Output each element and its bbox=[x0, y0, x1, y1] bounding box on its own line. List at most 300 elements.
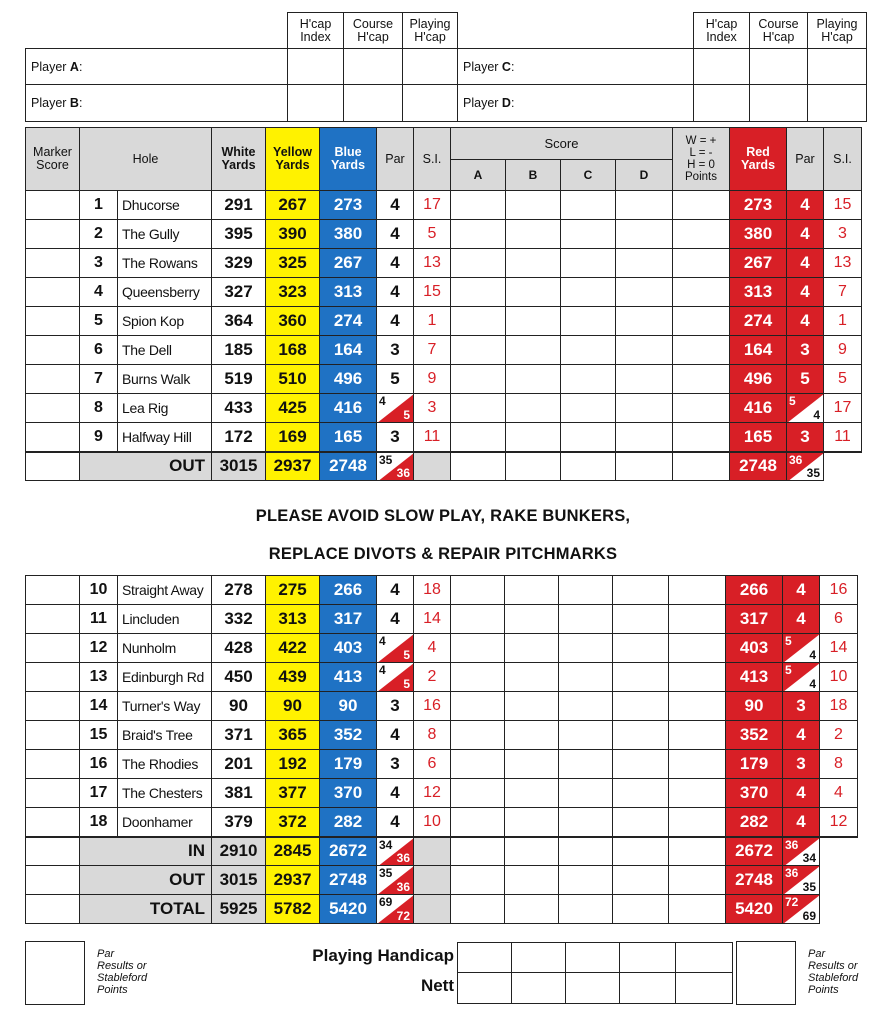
playing-handicap-label: Playing Handicap bbox=[312, 946, 454, 965]
score-cell-b[interactable] bbox=[505, 278, 560, 307]
score-cell-a[interactable] bbox=[451, 220, 506, 249]
stroke-index: 4 bbox=[414, 634, 451, 663]
par-split bbox=[377, 394, 414, 423]
total-points-cell[interactable] bbox=[669, 866, 726, 895]
blue-yards: 273 bbox=[320, 191, 377, 220]
points-cell[interactable] bbox=[673, 220, 730, 249]
red-par-split bbox=[787, 394, 824, 423]
score-cell-d[interactable] bbox=[615, 220, 672, 249]
handicap-entry-cell[interactable] bbox=[693, 48, 750, 85]
score-cell-a[interactable] bbox=[451, 394, 506, 423]
total-si-blank[interactable] bbox=[414, 866, 451, 895]
total-row-in bbox=[26, 837, 858, 866]
score-cell-b[interactable] bbox=[505, 634, 559, 663]
out-blue: 2748 bbox=[320, 452, 377, 481]
score-cell-d[interactable] bbox=[615, 336, 672, 365]
header-red-yards-line: Red bbox=[746, 145, 770, 159]
par-top-value: 36 bbox=[785, 866, 799, 880]
yellow-yards: 325 bbox=[266, 249, 320, 278]
red-stroke-index: 12 bbox=[820, 808, 858, 837]
footer-entry-cell[interactable] bbox=[511, 942, 566, 973]
score-cell-b[interactable] bbox=[505, 692, 559, 721]
marker-score-cell[interactable] bbox=[26, 365, 80, 394]
marker-score-cell[interactable] bbox=[26, 692, 80, 721]
score-cell-d[interactable] bbox=[613, 634, 669, 663]
handicap-header-right-0 bbox=[693, 12, 750, 49]
player-letter: C bbox=[501, 59, 511, 74]
score-cell-d[interactable] bbox=[615, 365, 672, 394]
score-cell-b[interactable] bbox=[505, 307, 560, 336]
stroke-index: 12 bbox=[414, 779, 451, 808]
footer-entry-cell[interactable] bbox=[565, 972, 620, 1004]
hole-name: Halfway Hill bbox=[118, 423, 212, 452]
red-yards: 416 bbox=[730, 394, 787, 423]
score-cell-c[interactable] bbox=[559, 634, 613, 663]
red-yards: 380 bbox=[730, 220, 787, 249]
score-cell-c[interactable] bbox=[560, 394, 615, 423]
blue-yards: 380 bbox=[320, 220, 377, 249]
handicap-header-left-0 bbox=[287, 12, 344, 49]
score-cell-d[interactable] bbox=[613, 663, 669, 692]
white-yards: 90 bbox=[212, 692, 266, 721]
par: 4 bbox=[377, 220, 414, 249]
player-b-label[interactable] bbox=[25, 84, 288, 122]
red-par: 4 bbox=[787, 307, 824, 336]
stroke-index: 18 bbox=[414, 576, 451, 605]
total-label: OUT bbox=[80, 866, 212, 895]
par-top-value: 35 bbox=[379, 866, 393, 880]
player-a-label[interactable] bbox=[25, 48, 288, 85]
score-cell-c[interactable] bbox=[560, 220, 615, 249]
white-yards: 278 bbox=[212, 576, 266, 605]
score-cell-d[interactable] bbox=[615, 394, 672, 423]
marker-score-cell[interactable] bbox=[26, 249, 80, 278]
points-cell[interactable] bbox=[673, 365, 730, 394]
header-red-yards bbox=[730, 128, 787, 191]
white-yards: 371 bbox=[212, 721, 266, 750]
marker-score-cell[interactable] bbox=[26, 423, 80, 452]
handicap-entry-cell[interactable] bbox=[402, 84, 458, 122]
hole-number: 9 bbox=[80, 423, 118, 452]
par: 3 bbox=[377, 750, 414, 779]
yellow-yards: 90 bbox=[266, 692, 320, 721]
footer-entry-cell[interactable] bbox=[565, 942, 620, 973]
red-stroke-index: 1 bbox=[824, 307, 862, 336]
red-stroke-index: 14 bbox=[820, 634, 858, 663]
score-cell-a[interactable] bbox=[451, 634, 505, 663]
blue-yards: 352 bbox=[320, 721, 377, 750]
total-score-cell[interactable] bbox=[613, 895, 669, 924]
legend-text-right: Par Results or Stableford Points bbox=[808, 948, 859, 996]
points-cell[interactable] bbox=[673, 278, 730, 307]
red-par: 4 bbox=[787, 249, 824, 278]
points-cell[interactable] bbox=[669, 779, 726, 808]
red-stroke-index: 10 bbox=[820, 663, 858, 692]
score-cell-c[interactable] bbox=[560, 191, 615, 220]
points-cell[interactable] bbox=[669, 692, 726, 721]
header-marker-score-line: Score bbox=[36, 158, 69, 172]
hole-row bbox=[26, 191, 862, 220]
par-top-value: 34 bbox=[379, 837, 393, 852]
red-stroke-index: 7 bbox=[824, 278, 862, 307]
red-yards: 282 bbox=[726, 808, 783, 837]
total-points-cell[interactable] bbox=[669, 837, 726, 866]
total-score-cell[interactable] bbox=[559, 866, 613, 895]
points-cell[interactable] bbox=[673, 336, 730, 365]
marker-score-cell[interactable] bbox=[26, 634, 80, 663]
score-cell-a[interactable] bbox=[451, 365, 506, 394]
score-cell-c[interactable] bbox=[559, 576, 613, 605]
score-cell-c[interactable] bbox=[559, 663, 613, 692]
hole-number: 13 bbox=[80, 663, 118, 692]
red-par-split bbox=[783, 634, 820, 663]
white-yards: 450 bbox=[212, 663, 266, 692]
red-par: 4 bbox=[787, 278, 824, 307]
handicap-entry-cell[interactable] bbox=[807, 84, 867, 122]
score-cell-c[interactable] bbox=[560, 365, 615, 394]
marker-score-cell[interactable] bbox=[26, 721, 80, 750]
par-top-value: 36 bbox=[785, 837, 799, 852]
handicap-entry-cell[interactable] bbox=[287, 84, 344, 122]
out-yellow: 2937 bbox=[266, 452, 320, 481]
score-cell-b[interactable] bbox=[505, 663, 559, 692]
par-bottom-value: 72 bbox=[396, 909, 410, 923]
handicap-entry-cell[interactable] bbox=[749, 48, 808, 85]
score-cell-b[interactable] bbox=[505, 808, 559, 837]
hole-name: Lincluden bbox=[118, 605, 212, 634]
header-score bbox=[451, 128, 673, 191]
marker-score-cell[interactable] bbox=[26, 837, 80, 866]
blue-yards: 403 bbox=[320, 634, 377, 663]
blue-yards: 267 bbox=[320, 249, 377, 278]
white-yards: 329 bbox=[212, 249, 266, 278]
blue-yards: 282 bbox=[320, 808, 377, 837]
white-yards: 433 bbox=[212, 394, 266, 423]
hole-row bbox=[26, 750, 858, 779]
score-cell-c[interactable] bbox=[559, 605, 613, 634]
marker-score-cell[interactable] bbox=[26, 605, 80, 634]
score-cell-d[interactable] bbox=[613, 576, 669, 605]
score-cell-a[interactable] bbox=[451, 249, 506, 278]
white-yards: 395 bbox=[212, 220, 266, 249]
hole-name: Queensberry bbox=[118, 278, 212, 307]
score-cell-c[interactable] bbox=[560, 336, 615, 365]
par-bottom-value: 4 bbox=[809, 648, 816, 662]
red-yards: 496 bbox=[730, 365, 787, 394]
points-cell[interactable] bbox=[673, 249, 730, 278]
handicap-entry-cell[interactable] bbox=[287, 48, 344, 85]
score-cell-c[interactable] bbox=[559, 808, 613, 837]
score-cell-c[interactable] bbox=[559, 750, 613, 779]
score-cell-a[interactable] bbox=[451, 278, 506, 307]
score-cell-b[interactable] bbox=[505, 220, 560, 249]
footer-entry-cell[interactable] bbox=[511, 972, 566, 1004]
points-cell[interactable] bbox=[669, 750, 726, 779]
total-score-cell[interactable] bbox=[505, 895, 559, 924]
out-si-blank[interactable] bbox=[414, 452, 451, 481]
total-white: 3015 bbox=[212, 866, 266, 895]
out-white: 3015 bbox=[212, 452, 266, 481]
score-cell-c[interactable] bbox=[559, 692, 613, 721]
header-white-yards bbox=[212, 128, 266, 191]
footer-entry-cell[interactable] bbox=[457, 942, 512, 973]
score-cell-b[interactable] bbox=[505, 365, 560, 394]
total-score-cell[interactable] bbox=[505, 837, 559, 866]
score-cell-a[interactable] bbox=[451, 576, 505, 605]
total-blank bbox=[820, 866, 858, 895]
score-cell-d[interactable] bbox=[613, 605, 669, 634]
score-cell-a[interactable] bbox=[451, 423, 506, 452]
par: 4 bbox=[377, 278, 414, 307]
points-cell[interactable] bbox=[669, 576, 726, 605]
stroke-index: 5 bbox=[414, 220, 451, 249]
header-blue-yards bbox=[320, 128, 377, 191]
hole-name: Braid's Tree bbox=[118, 721, 212, 750]
red-stroke-index: 2 bbox=[820, 721, 858, 750]
out-points-cell[interactable] bbox=[673, 452, 730, 481]
score-cell-a[interactable] bbox=[451, 191, 506, 220]
score-cell-a[interactable] bbox=[451, 692, 505, 721]
marker-score-cell[interactable] bbox=[26, 866, 80, 895]
points-cell[interactable] bbox=[673, 307, 730, 336]
points-cell[interactable] bbox=[669, 634, 726, 663]
total-score-cell[interactable] bbox=[613, 866, 669, 895]
out-score-cell[interactable] bbox=[451, 452, 506, 481]
score-cell-d[interactable] bbox=[613, 779, 669, 808]
player-d-label[interactable] bbox=[457, 84, 694, 122]
yellow-yards: 439 bbox=[266, 663, 320, 692]
score-cell-d[interactable] bbox=[613, 721, 669, 750]
marker-score-cell[interactable] bbox=[26, 220, 80, 249]
score-cell-c[interactable] bbox=[559, 721, 613, 750]
marker-score-cell[interactable] bbox=[26, 750, 80, 779]
score-cell-d[interactable] bbox=[613, 750, 669, 779]
points-cell[interactable] bbox=[673, 191, 730, 220]
red-par: 3 bbox=[787, 336, 824, 365]
score-cell-b[interactable] bbox=[505, 779, 559, 808]
score-cell-b[interactable] bbox=[505, 750, 559, 779]
footer-entry-cell[interactable] bbox=[675, 972, 733, 1004]
points-cell[interactable] bbox=[669, 605, 726, 634]
total-yellow: 2845 bbox=[266, 837, 320, 866]
par-bottom-value: 4 bbox=[813, 408, 820, 422]
score-cell-a[interactable] bbox=[451, 750, 505, 779]
score-cell-d[interactable] bbox=[615, 191, 672, 220]
player-c-label[interactable] bbox=[457, 48, 694, 85]
points-cell[interactable] bbox=[673, 394, 730, 423]
hole-name: Dhucorse bbox=[118, 191, 212, 220]
par-bottom-value: 5 bbox=[403, 648, 410, 662]
marker-score-cell[interactable] bbox=[26, 191, 80, 220]
hole-row bbox=[26, 307, 862, 336]
total-points-cell[interactable] bbox=[669, 895, 726, 924]
handicap-entry-cell[interactable] bbox=[343, 48, 403, 85]
legend-box-left[interactable] bbox=[25, 941, 85, 1005]
blue-yards: 496 bbox=[320, 365, 377, 394]
header-yellow-yards-line: Yards bbox=[275, 158, 310, 172]
total-red: 2748 bbox=[726, 866, 783, 895]
red-stroke-index: 6 bbox=[820, 605, 858, 634]
handicap-entry-cell[interactable] bbox=[693, 84, 750, 122]
marker-score-cell[interactable] bbox=[26, 452, 80, 481]
score-cell-d[interactable] bbox=[615, 307, 672, 336]
out-score-cell[interactable] bbox=[615, 452, 672, 481]
score-cell-b[interactable] bbox=[505, 249, 560, 278]
par-bottom-value: 5 bbox=[403, 677, 410, 691]
marker-score-cell[interactable] bbox=[26, 779, 80, 808]
header-red-par: Par bbox=[787, 128, 824, 191]
score-cell-a[interactable] bbox=[451, 336, 506, 365]
score-cell-b[interactable] bbox=[505, 394, 560, 423]
score-cell-a[interactable] bbox=[451, 307, 506, 336]
total-si-blank[interactable] bbox=[414, 837, 451, 866]
par-bottom-value: 36 bbox=[396, 880, 410, 894]
out-score-cell[interactable] bbox=[505, 452, 560, 481]
score-cell-d[interactable] bbox=[615, 249, 672, 278]
player-prefix: Player bbox=[31, 59, 70, 74]
out-score-cell[interactable] bbox=[560, 452, 615, 481]
yellow-yards: 390 bbox=[266, 220, 320, 249]
par: 4 bbox=[377, 576, 414, 605]
hole-row bbox=[26, 605, 858, 634]
stroke-index: 16 bbox=[414, 692, 451, 721]
points-cell[interactable] bbox=[673, 423, 730, 452]
par-top-value: 69 bbox=[379, 895, 393, 909]
total-red: 2672 bbox=[726, 837, 783, 866]
score-cell-a[interactable] bbox=[451, 779, 505, 808]
total-red-par bbox=[783, 837, 820, 866]
score-cell-c[interactable] bbox=[559, 779, 613, 808]
hole-name: Turner's Way bbox=[118, 692, 212, 721]
par: 4 bbox=[377, 808, 414, 837]
marker-score-cell[interactable] bbox=[26, 278, 80, 307]
total-yellow: 5782 bbox=[266, 895, 320, 924]
footer-entry-cell[interactable] bbox=[619, 972, 676, 1004]
marker-score-cell[interactable] bbox=[26, 394, 80, 423]
stroke-index: 17 bbox=[414, 191, 451, 220]
marker-score-cell[interactable] bbox=[26, 663, 80, 692]
stroke-index: 7 bbox=[414, 336, 451, 365]
score-cell-c[interactable] bbox=[560, 249, 615, 278]
handicap-entry-cell[interactable] bbox=[749, 84, 808, 122]
red-par: 3 bbox=[787, 423, 824, 452]
footer-entry-cell[interactable] bbox=[619, 942, 676, 973]
score-cell-d[interactable] bbox=[613, 808, 669, 837]
par-bottom-value: 36 bbox=[396, 851, 410, 865]
footer-entry-cell[interactable] bbox=[457, 972, 512, 1004]
points-cell[interactable] bbox=[669, 663, 726, 692]
score-cell-d[interactable] bbox=[613, 692, 669, 721]
stroke-index: 15 bbox=[414, 278, 451, 307]
score-cell-c[interactable] bbox=[560, 423, 615, 452]
total-score-cell[interactable] bbox=[559, 837, 613, 866]
hole-row bbox=[26, 220, 862, 249]
total-score-cell[interactable] bbox=[451, 837, 505, 866]
legend-text-left: Par Results or Stableford Points bbox=[97, 948, 148, 996]
points-cell[interactable] bbox=[669, 808, 726, 837]
score-cell-a[interactable] bbox=[451, 808, 505, 837]
score-cell-b[interactable] bbox=[505, 336, 560, 365]
handicap-header-right-1 bbox=[749, 12, 808, 49]
marker-score-cell[interactable] bbox=[26, 808, 80, 837]
footer-entry-cell[interactable] bbox=[675, 942, 733, 973]
header-marker-score-line: Marker bbox=[33, 145, 72, 159]
score-cell-b[interactable] bbox=[505, 423, 560, 452]
marker-score-cell[interactable] bbox=[26, 307, 80, 336]
score-cell-a[interactable] bbox=[451, 663, 505, 692]
score-cell-d[interactable] bbox=[615, 423, 672, 452]
par-top-value: 72 bbox=[785, 895, 799, 909]
yellow-yards: 168 bbox=[266, 336, 320, 365]
total-red: 5420 bbox=[726, 895, 783, 924]
score-cell-b[interactable] bbox=[505, 576, 559, 605]
total-yellow: 2937 bbox=[266, 866, 320, 895]
white-yards: 291 bbox=[212, 191, 266, 220]
total-score-cell[interactable] bbox=[451, 866, 505, 895]
red-stroke-index: 3 bbox=[824, 220, 862, 249]
red-stroke-index: 17 bbox=[824, 394, 862, 423]
marker-score-cell[interactable] bbox=[26, 576, 80, 605]
handicap-header-line: Course bbox=[352, 16, 394, 31]
front-nine-table bbox=[25, 127, 862, 481]
blue-yards: 413 bbox=[320, 663, 377, 692]
total-score-cell[interactable] bbox=[613, 837, 669, 866]
player-prefix: Player bbox=[463, 59, 502, 74]
red-yards: 266 bbox=[726, 576, 783, 605]
hole-name: Nunholm bbox=[118, 634, 212, 663]
header-yellow-yards-line: Yellow bbox=[273, 145, 312, 159]
marker-score-cell[interactable] bbox=[26, 336, 80, 365]
red-stroke-index: 9 bbox=[824, 336, 862, 365]
marker-score-cell[interactable] bbox=[26, 895, 80, 924]
legend-box-right[interactable] bbox=[736, 941, 796, 1005]
score-cell-b[interactable] bbox=[505, 721, 559, 750]
handicap-entry-cell[interactable] bbox=[807, 48, 867, 85]
score-cell-a[interactable] bbox=[451, 721, 505, 750]
total-label: TOTAL bbox=[80, 895, 212, 924]
stroke-index: 14 bbox=[414, 605, 451, 634]
par-top-value: 36 bbox=[789, 452, 803, 467]
total-score-cell[interactable] bbox=[505, 866, 559, 895]
handicap-header-line: H'cap bbox=[299, 16, 332, 31]
total-score-cell[interactable] bbox=[451, 895, 505, 924]
red-stroke-index: 5 bbox=[824, 365, 862, 394]
par-bottom-value: 35 bbox=[806, 466, 820, 480]
hole-number: 7 bbox=[80, 365, 118, 394]
handicap-header-line: Index bbox=[300, 29, 331, 44]
handicap-entry-cell[interactable] bbox=[402, 48, 458, 85]
stroke-index: 3 bbox=[414, 394, 451, 423]
red-yards: 403 bbox=[726, 634, 783, 663]
score-cell-c[interactable] bbox=[560, 307, 615, 336]
red-stroke-index: 11 bbox=[824, 423, 862, 452]
total-si-blank[interactable] bbox=[414, 895, 451, 924]
yellow-yards: 192 bbox=[266, 750, 320, 779]
hole-row bbox=[26, 365, 862, 394]
handicap-entry-cell[interactable] bbox=[343, 84, 403, 122]
score-cell-c[interactable] bbox=[560, 278, 615, 307]
score-cell-a[interactable] bbox=[451, 605, 505, 634]
score-cell-d[interactable] bbox=[615, 278, 672, 307]
score-cell-b[interactable] bbox=[505, 605, 559, 634]
white-yards: 364 bbox=[212, 307, 266, 336]
red-yards: 267 bbox=[730, 249, 787, 278]
points-cell[interactable] bbox=[669, 721, 726, 750]
total-score-cell[interactable] bbox=[559, 895, 613, 924]
score-cell-b[interactable] bbox=[505, 191, 560, 220]
par-top-value: 4 bbox=[379, 634, 386, 648]
hole-number: 16 bbox=[80, 750, 118, 779]
